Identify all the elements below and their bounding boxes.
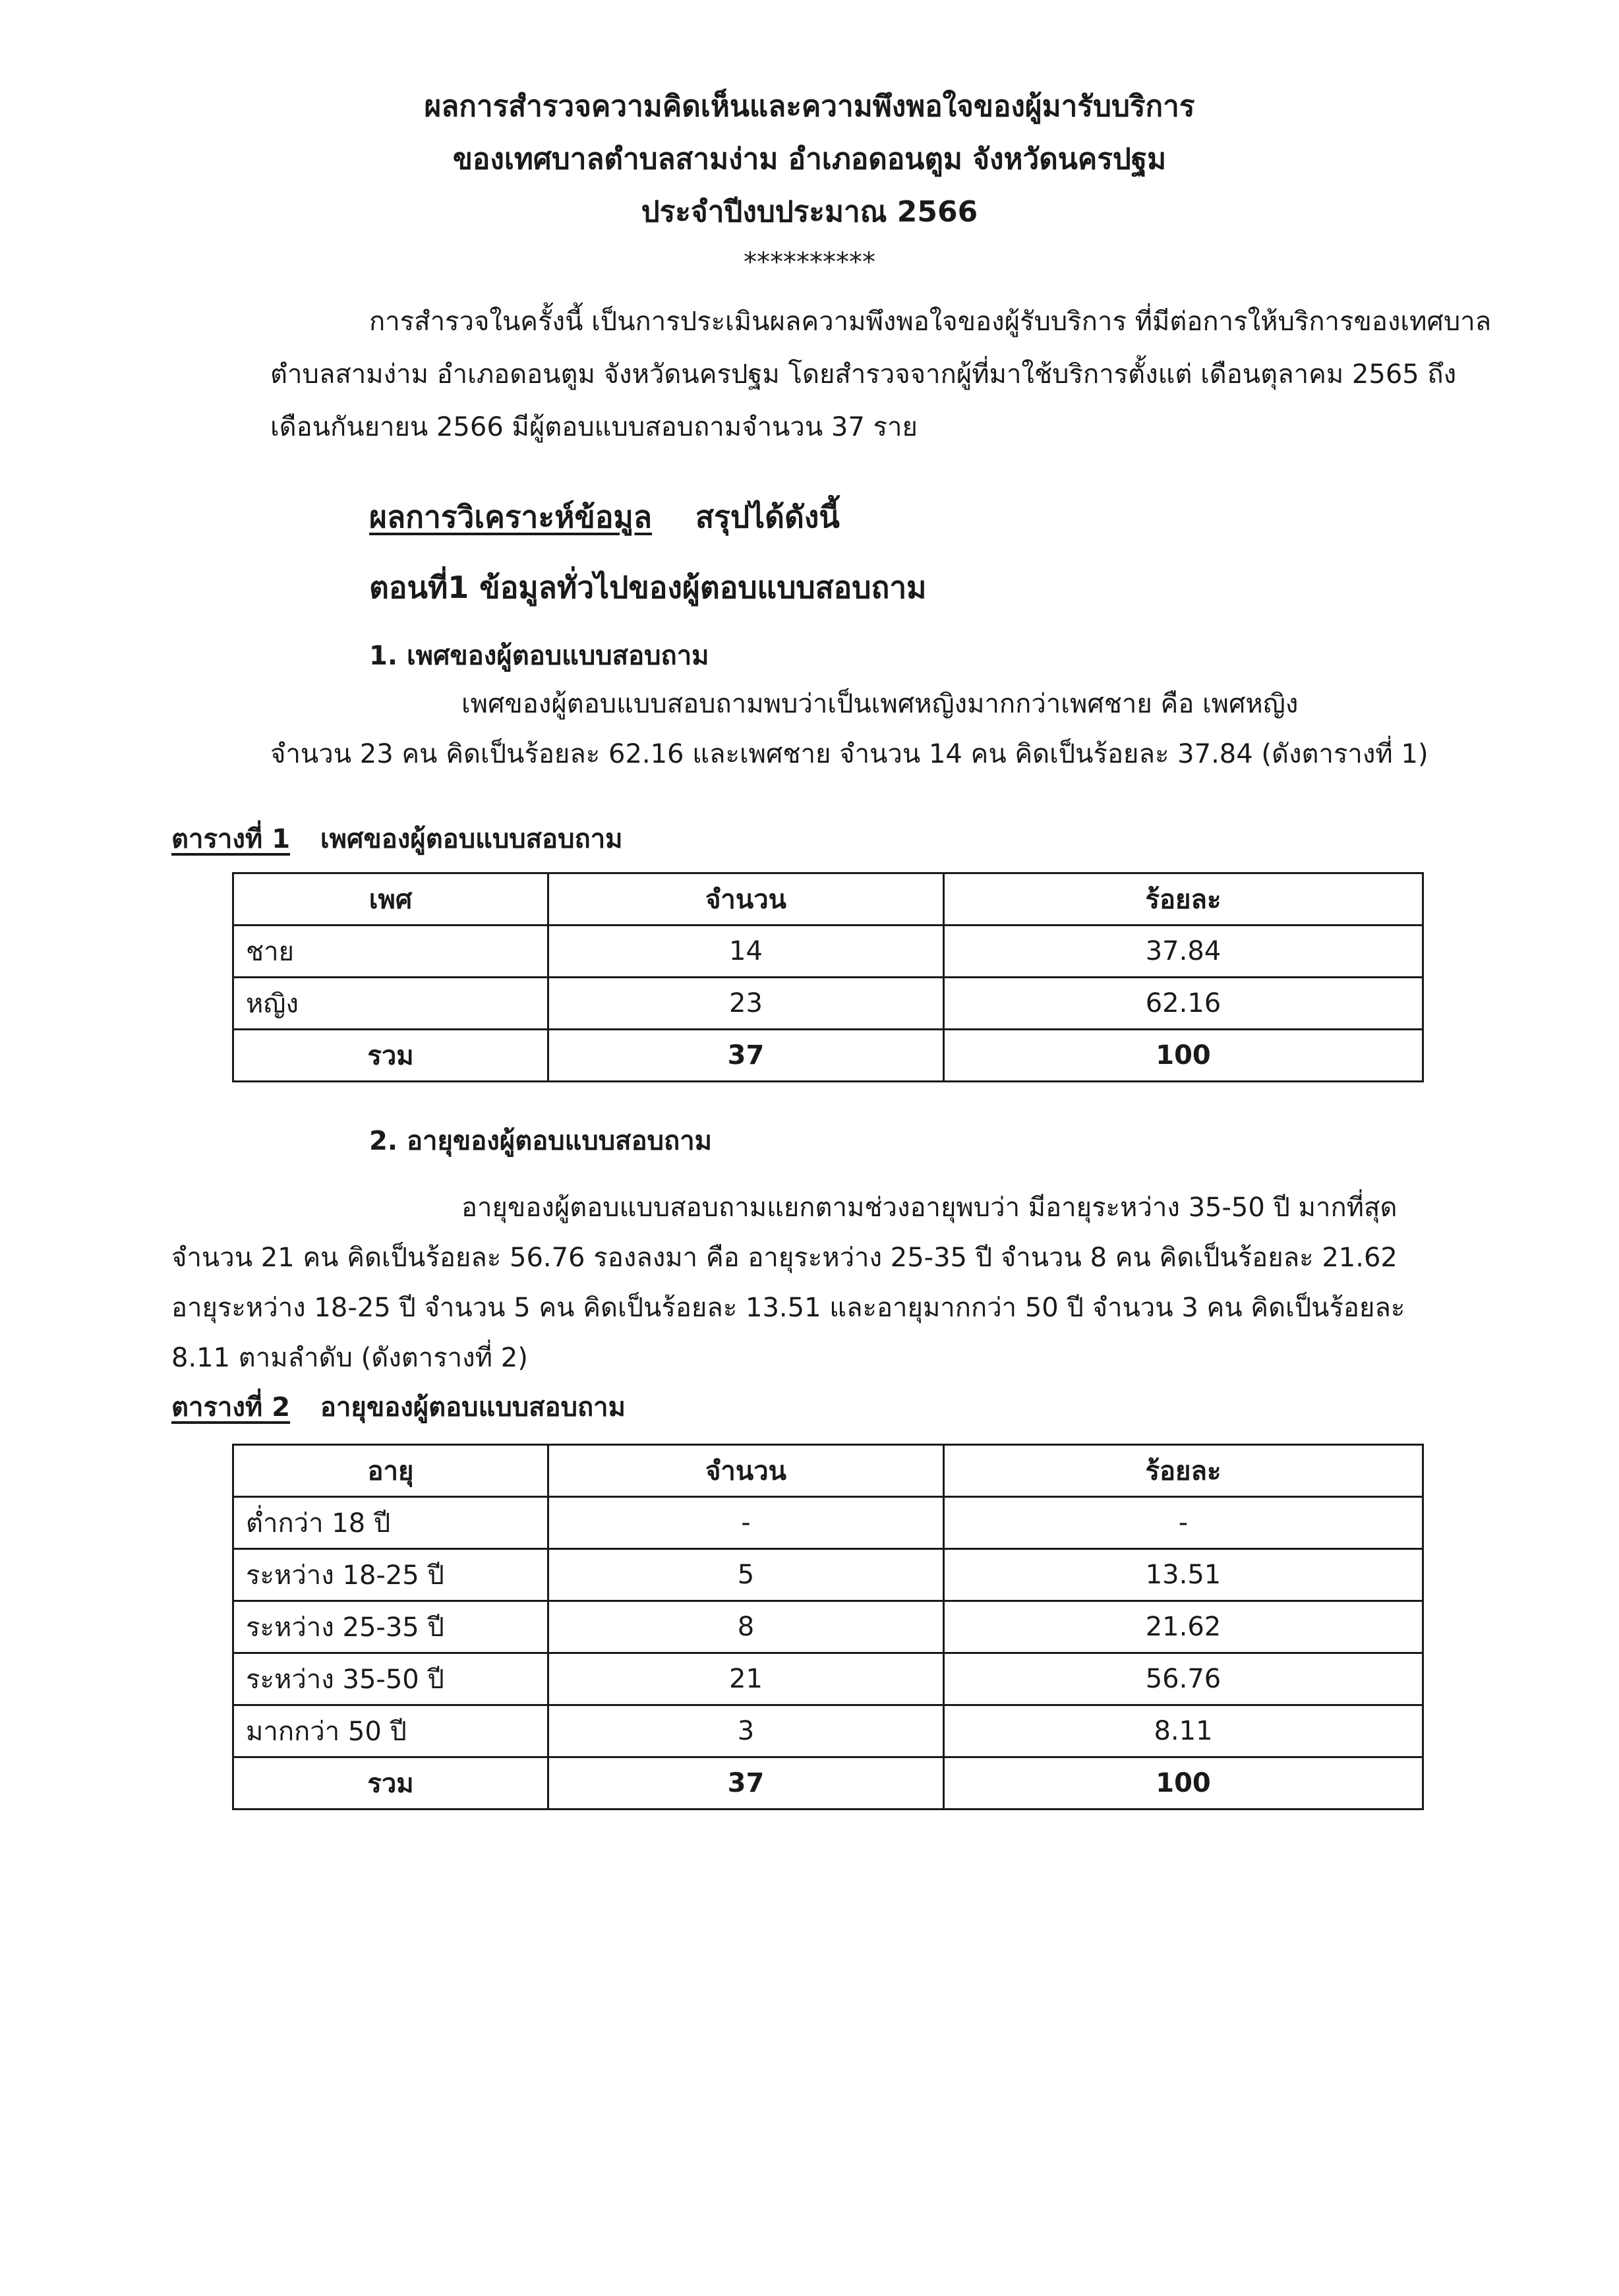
table2-total-count: 37	[548, 1757, 944, 1810]
table1-caption	[171, 817, 623, 860]
table2-cell-label: ต่ำกว่า 18 ปี	[233, 1497, 548, 1549]
table2-cell-count: -	[548, 1497, 944, 1549]
table2-caption-text: อายุของผู้ตอบแบบสอบถาม	[320, 1392, 626, 1423]
intro-line-3: เดือนกันยายน 2566 มีผู้ตอบแบบสอบถามจำนวน 37 ราย	[270, 412, 918, 442]
table1-total-row	[233, 1030, 1423, 1082]
table1-cell-label: ชาย	[233, 926, 548, 978]
title-line-3: ประจำปีงบประมาณ 2566	[641, 195, 978, 229]
table-row	[233, 926, 1423, 978]
section2-line-4: 8.11 ตามลำดับ (ดังตารางที่ 2)	[171, 1343, 528, 1373]
table1-cell-percent: 62.16	[944, 978, 1423, 1030]
table1-caption-label: ตารางที่ 1	[171, 824, 291, 854]
table1	[232, 872, 1424, 1082]
table1-total-count: 37	[548, 1030, 944, 1082]
table1-cell-count: 14	[548, 926, 944, 978]
table1-cell-percent: 37.84	[944, 926, 1423, 978]
table1-header-sex: เพศ	[233, 873, 548, 926]
title-line-1: ผลการสำรวจความคิดเห็นและความพึงพอใจของผู้มารับบริการ	[424, 90, 1195, 123]
table2-cell-percent: 8.11	[944, 1705, 1423, 1757]
table2-cell-label: ระหว่าง 25-35 ปี	[233, 1601, 548, 1653]
table1-total-percent: 100	[944, 1030, 1423, 1082]
section1-line-1: เพศของผู้ตอบแบบสอบถามพบว่าเป็นเพศหญิงมากกว่าเพศชาย คือ เพศหญิง	[461, 689, 1299, 719]
section1-heading: 1. เพศของผู้ตอบแบบสอบถาม	[369, 641, 709, 671]
section2-heading: 2. อายุของผู้ตอบแบบสอบถาม	[369, 1126, 713, 1156]
table2-cell-percent: 56.76	[944, 1653, 1423, 1705]
table2	[232, 1444, 1424, 1810]
intro-line-2: ตำบลสามง่าม อำเภอดอนตูม จังหวัดนครปฐม โดยสำรวจจากผู้ที่มาใช้บริการตั้งแต่ เดือนตุลาคม 2565 ถึง	[270, 359, 1457, 390]
intro-line-1: การสำรวจในครั้งนี้ เป็นการประเมินผลความพึงพอใจของผู้รับบริการ ที่มีต่อการให้บริการของเทศบาล	[369, 307, 1492, 337]
table2-total-row	[233, 1757, 1423, 1810]
title-separator: **********	[744, 247, 875, 278]
table1-cell-count: 23	[548, 978, 944, 1030]
part1-heading: ตอนที่1 ข้อมูลทั่วไปของผู้ตอบแบบสอบถาม	[369, 570, 927, 605]
table2-caption	[171, 1386, 626, 1428]
table1-total-label: รวม	[233, 1030, 548, 1082]
table2-cell-count: 5	[548, 1549, 944, 1601]
title-line-2: ของเทศบาลตำบลสามง่าม อำเภอดอนตูม จังหวัดนครปฐม	[452, 142, 1167, 176]
table2-cell-percent: -	[944, 1497, 1423, 1549]
section2-line-3: อายุระหว่าง 18-25 ปี จำนวน 5 คน คิดเป็นร้อยละ 13.51 และอายุมากกว่า 50 ปี จำนวน 3 คน คิดเป็นร้อยละ	[171, 1293, 1405, 1323]
table1-cell-label: หญิง	[233, 978, 548, 1030]
table2-cell-label: ระหว่าง 35-50 ปี	[233, 1653, 548, 1705]
table2-total-percent: 100	[944, 1757, 1423, 1810]
table2-header-row	[233, 1445, 1423, 1497]
table1-caption-text: เพศของผู้ตอบแบบสอบถาม	[320, 824, 623, 854]
table2-header-age: อายุ	[233, 1445, 548, 1497]
section1-line-2: จำนวน 23 คน คิดเป็นร้อยละ 62.16 และเพศชาย จำนวน 14 คน คิดเป็นร้อยละ 37.84 (ดังตารางที่ 1)	[270, 739, 1428, 769]
table2-cell-count: 3	[548, 1705, 944, 1757]
analysis-heading-underlined: ผลการวิเคราะห์ข้อมูล	[369, 499, 653, 535]
table1-header-row	[233, 873, 1423, 926]
analysis-heading-rest: สรุปได้ดังนี้	[695, 499, 840, 535]
table2-total-label: รวม	[233, 1757, 548, 1810]
table-row	[233, 1653, 1423, 1705]
table2-cell-count: 21	[548, 1653, 944, 1705]
table2-header-count: จำนวน	[548, 1445, 944, 1497]
table-row	[233, 1549, 1423, 1601]
table2-caption-label: ตารางที่ 2	[171, 1392, 291, 1423]
section2-line-2: จำนวน 21 คน คิดเป็นร้อยละ 56.76 รองลงมา คือ อายุระหว่าง 25-35 ปี จำนวน 8 คน คิดเป็นร้อยละ 21.62	[171, 1243, 1398, 1273]
section2-line-1: อายุของผู้ตอบแบบสอบถามแยกตามช่วงอายุพบว่า มีอายุระหว่าง 35-50 ปี มากที่สุด	[461, 1192, 1398, 1223]
table2-cell-count: 8	[548, 1601, 944, 1653]
table2-cell-label: มากกว่า 50 ปี	[233, 1705, 548, 1757]
analysis-heading	[369, 493, 840, 541]
table-row	[233, 1705, 1423, 1757]
table2-header-percent: ร้อยละ	[944, 1445, 1423, 1497]
table1-header-count: จำนวน	[548, 873, 944, 926]
table2-cell-percent: 21.62	[944, 1601, 1423, 1653]
table2-cell-percent: 13.51	[944, 1549, 1423, 1601]
table1-header-percent: ร้อยละ	[944, 873, 1423, 926]
table-row	[233, 978, 1423, 1030]
table2-cell-label: ระหว่าง 18-25 ปี	[233, 1549, 548, 1601]
table-row	[233, 1601, 1423, 1653]
table-row	[233, 1497, 1423, 1549]
